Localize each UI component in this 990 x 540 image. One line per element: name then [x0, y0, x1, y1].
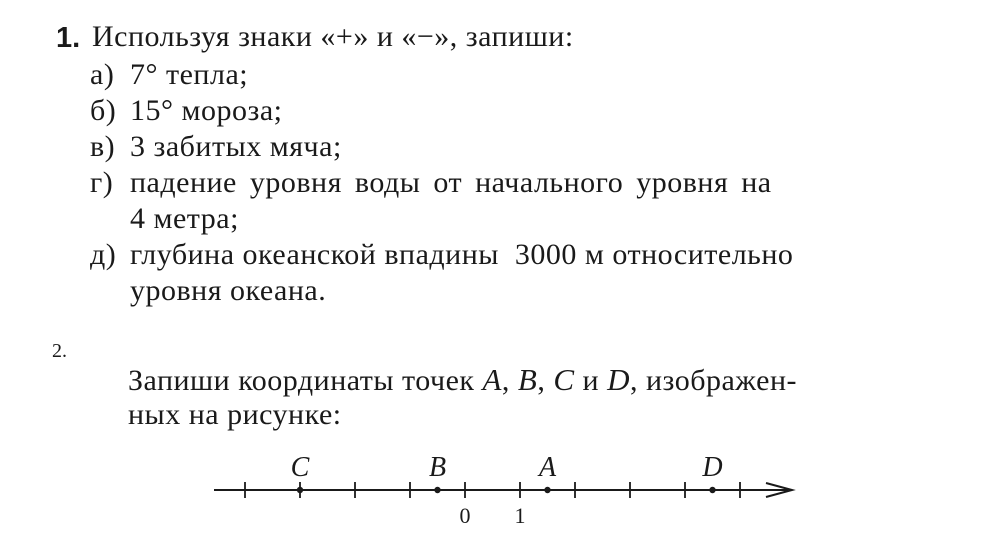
item-text: 7° тепла;	[130, 58, 249, 91]
point-label-c-on-line: C	[290, 452, 310, 483]
task-1-item-v	[90, 130, 342, 164]
point-a	[544, 487, 550, 493]
tick-label-1: 1	[514, 503, 526, 528]
task-1-item-d-continuation: уровня океана.	[130, 274, 327, 307]
point-c	[297, 487, 303, 493]
point-label-b-on-line: B	[428, 452, 447, 483]
point-d	[709, 487, 715, 493]
item-letter: в)	[90, 130, 116, 163]
tick-label-0: 0	[459, 503, 471, 528]
task-1-number: 1.	[56, 22, 81, 54]
item-letter: д)	[90, 238, 117, 271]
task-1-item-b	[90, 94, 282, 128]
point-label-c: C	[553, 362, 575, 397]
comma: ,	[501, 364, 510, 397]
point-label-a-on-line: A	[538, 452, 557, 483]
task-1-item-g	[90, 166, 772, 200]
task-2-number: 2.	[52, 340, 67, 362]
task-2-text-end: , изображен-	[629, 364, 797, 397]
task-2-line-2: ных на рисунке:	[128, 398, 342, 431]
point-label-d-on-line: D	[702, 452, 723, 483]
point-label-d: D	[607, 362, 630, 397]
task-1-item-g-continuation: 4 метра;	[130, 202, 239, 235]
point-b	[434, 487, 440, 493]
point-label-b: B	[517, 362, 538, 397]
task-2-text-start: Запиши координаты точек	[128, 364, 483, 397]
and-word: и	[574, 364, 608, 397]
item-text: 3 забитых мяча;	[130, 130, 342, 163]
task-1-item-a	[90, 58, 248, 92]
task-2-line-1	[128, 362, 797, 398]
item-letter: г)	[90, 166, 114, 199]
task-1-title: Используя знаки «+» и «−», запиши:	[92, 20, 574, 53]
item-letter: б)	[90, 94, 117, 127]
item-text: 15° мороза;	[130, 94, 283, 127]
number-line	[0, 440, 990, 540]
item-text: глубина океанской впадины 3000 м относительно	[130, 238, 794, 271]
item-letter: а)	[90, 58, 115, 91]
point-label-a: A	[482, 362, 502, 397]
item-text: падение уровня воды от начального уровня на	[130, 166, 772, 199]
task-1-item-d	[90, 238, 793, 272]
comma: ,	[537, 364, 546, 397]
